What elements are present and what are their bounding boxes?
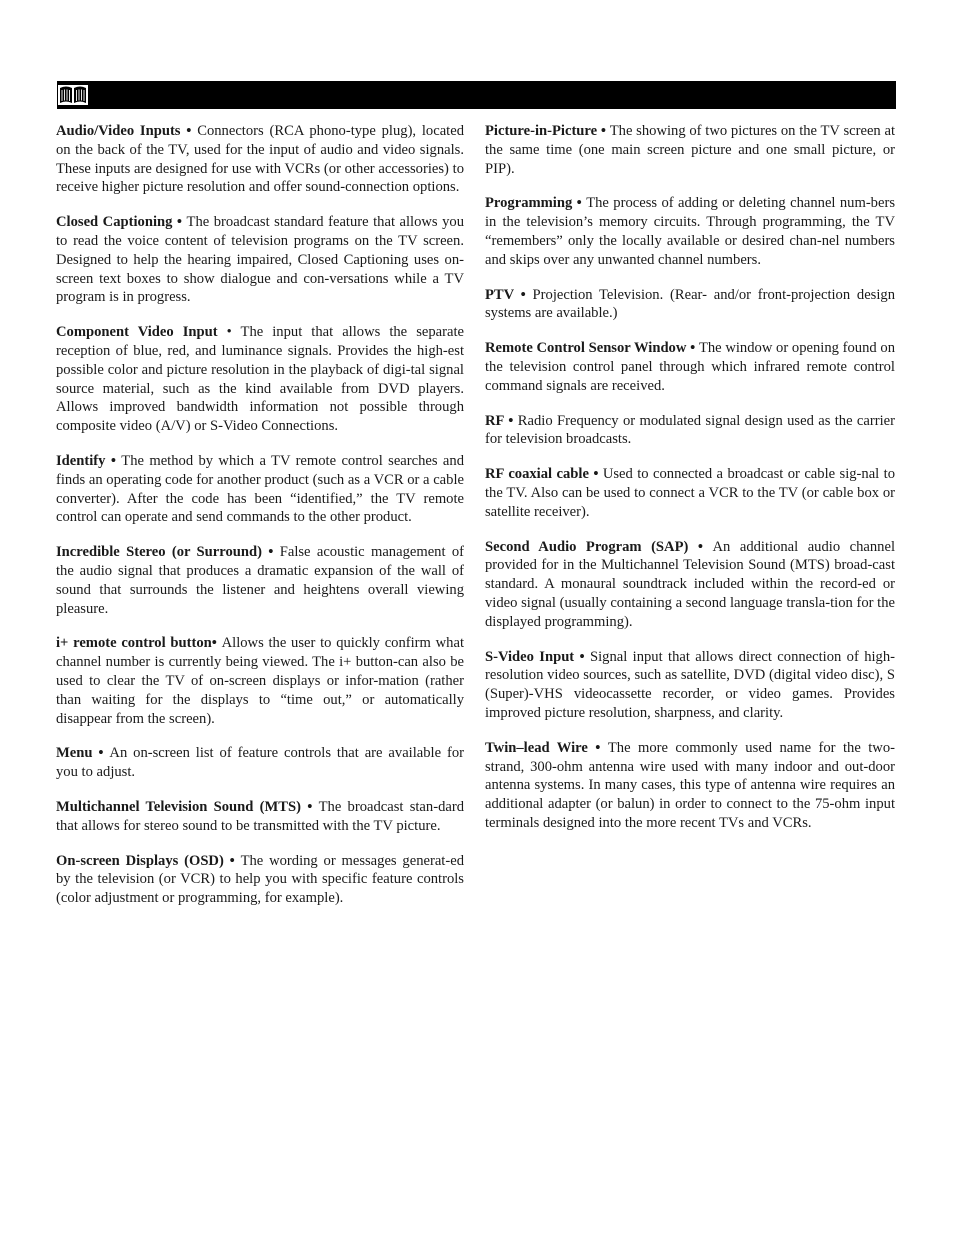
entry-definition: The broadcast standard feature that allows you to read the voice content of television programs on the TV screen. Designed to help the hearing impaired, Closed Captioning uses on-screen text boxes to show dialogue and con-versations while a TV program is in progress. [56, 214, 464, 306]
entry-separator: • [92, 745, 110, 762]
entry-definition: Projection Television. (Rear- and/or front-projection design systems are available.) [485, 286, 895, 322]
entry-separator: • [261, 544, 280, 561]
entry-separator: • [217, 324, 241, 341]
glossary-entry [485, 538, 895, 632]
entry-definition: The broadcast stan-dard that allows for stereo sound to be transmitted with the TV picture. [56, 798, 465, 834]
glossary-entry [485, 739, 895, 833]
entry-term: RF [485, 412, 504, 429]
entry-term: Picture-in-Picture [485, 123, 598, 139]
glossary-entry [485, 286, 895, 324]
entry-term: Programming [485, 195, 573, 212]
glossary-entry [56, 634, 464, 728]
glossary-entry [56, 452, 464, 527]
entry-term: Incredible Stereo (or Surround) [56, 544, 262, 561]
entry-term: Remote Control Sensor Window [485, 340, 687, 357]
entry-definition: The showing of two pictures on the TV screen at the same time (one main screen picture and one small picture, or PIP). [485, 123, 895, 177]
glossary-entry [56, 213, 464, 307]
entry-separator: • [172, 214, 187, 231]
entry-term: Audio/Video Inputs [56, 123, 181, 139]
open-book-icon [58, 85, 88, 105]
glossary-header-bar [57, 81, 896, 109]
glossary-entry [485, 194, 895, 269]
entry-definition: The input that allows the separate reception of blue, red, and luminance signals. Provides the high-est possible color and picture resolution in the playback of digi-tal signal source material, such as the kind available from DVD players. Allows improved bandwidth information not possible through composite video (A/V) or S-Video Connections. [56, 324, 464, 435]
glossary-entry [56, 852, 464, 908]
entry-term: PTV [485, 286, 514, 303]
glossary-entry [56, 798, 464, 836]
entry-definition: The wording or messages generat-ed by the television (or VCR) to help you with specific feature controls (color adjustment or programming, for example). [56, 852, 464, 907]
entry-term: Identify [56, 452, 106, 469]
glossary-entry [56, 122, 464, 197]
entry-definition: The method by which a TV remote control searches and finds an operating code for another product (such as a VCR or a cable converter). After the code has been “identified,” the TV remote control can operate and send commands to the other product. [56, 452, 465, 526]
entry-separator: • [513, 286, 533, 303]
glossary-entry [485, 465, 895, 521]
glossary-entry [56, 323, 464, 436]
entry-definition: An additional audio channel provided for in the Multichannel Television Sound (MTS) broad-cast standard. A monaural soundtrack included within the record-ed or video signal (usually containing a second language transla-tion for the displayed programming). [485, 538, 896, 630]
entry-term: Closed Captioning [56, 214, 173, 231]
entry-separator: • [597, 123, 610, 139]
entry-definition: Used to connected a broadcast or cable sig-nal to the TV. Also can be used to connect a VCR to the TV (or cable box or satellite receiver). [485, 466, 895, 520]
entry-separator: • [587, 739, 608, 756]
glossary-entry [485, 648, 895, 723]
glossary-entry [485, 412, 895, 450]
entry-term: S-Video Input [485, 648, 575, 665]
entry-definition: The more commonly used name for the two-strand, 300-ohm antenna wire used with many indoor and out-door antenna systems. In many cases, this type of antenna wire requires an additional adapter (or balun) in order to connect to the 75-ohm input terminals designed into the more recent TVs and VCRs. [485, 739, 895, 831]
entry-separator: • [211, 635, 222, 652]
entry-term: Twin–lead Wire [485, 739, 588, 756]
entry-definition: An on-screen list of feature controls that are available for you to adjust. [56, 745, 465, 781]
glossary-entry [56, 744, 464, 782]
entry-separator: • [301, 798, 319, 815]
entry-definition: The window or opening found on the television control panel through which infrared remote control command signals are received. [485, 340, 895, 394]
entry-separator: • [588, 466, 603, 483]
entry-term: i+ remote control button [56, 635, 212, 652]
entry-separator: • [688, 538, 713, 555]
entry-definition: The process of adding or deleting channel num-bers in the television’s memory circuits. Through programming, the TV “remembers” only the locally available or desired chan-nel numbers and skips over any unwanted channel numbers. [485, 195, 895, 268]
entry-separator: • [574, 648, 590, 665]
entry-definition: False acoustic management of the audio signal that produces a dramatic expansion of the wall of sound that surrounds the listener and heightens overall viewing pleasure. [56, 544, 464, 617]
entry-separator: • [572, 195, 587, 212]
entry-term: Second Audio Program (SAP) [485, 538, 689, 555]
entry-definition: Radio Frequency or modulated signal design used as the carrier for television broadcasts. [485, 412, 895, 448]
entry-term: On-screen Displays (OSD) [56, 852, 224, 869]
entry-term: Menu [56, 745, 93, 762]
glossary-entry [56, 543, 464, 618]
entry-separator: • [503, 412, 518, 429]
entry-separator: • [686, 340, 699, 357]
entry-separator: • [223, 852, 241, 869]
entry-term: RF coaxial cable [485, 466, 589, 483]
entry-definition: Connectors (RCA phono-type plug), located on the back of the TV, used for the input of audio and video signals. These inputs are designed for use with VCRs (or other accessories) to receive higher picture resolution and offer sound-connection options. [56, 123, 465, 196]
glossary-entry [485, 122, 895, 178]
entry-term: Component Video Input [56, 324, 218, 341]
entry-definition: Signal input that allows direct connection of high-resolution video sources, such as satellite, DVD (digital video disc), S (Super)-VHS videocassette recorder, or video games. Provides improved picture resolution, sharpness, and clarity. [485, 648, 895, 721]
glossary-entry [485, 339, 895, 395]
entry-separator: • [105, 452, 122, 469]
entry-separator: • [180, 123, 198, 139]
glossary-column-left [56, 122, 464, 924]
entry-term: Multichannel Television Sound (MTS) [56, 798, 301, 815]
entry-definition: Allows the user to quickly confirm what channel number is currently being viewed. The i+ button-can also be used to clear the TV of on-screen displays or infor-mation (rather than waiting for the displays to “time out,” or automatically disappear from the screen). [56, 635, 464, 727]
glossary-column-right [485, 122, 895, 849]
